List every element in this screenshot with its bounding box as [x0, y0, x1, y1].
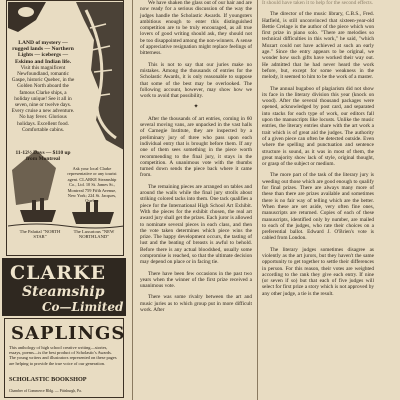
paragraph: This is not to say that our juries make no mistakes. Among the thousands of entries for the Scholastic Awards, it is only reasonable to suppose that some of the best may be overlooked. The following account, however, may show how we work to avoid that possibility. — [140, 61, 252, 100]
section-ornament: ✦ — [193, 104, 199, 111]
saplings-advertisement — [4, 318, 124, 398]
advertisement-column — [0, 0, 128, 400]
column-divider — [257, 0, 258, 400]
clarke-name: CLARKE — [10, 262, 107, 284]
ad-copy-text: Visit this magnificent Newfoundland, romantic Gaspe, historic Quebec, in the Golden North aboard the famous Clarke ships, a holiday unique! See it all in seven, nine or twelve days. Every cruise a new adventure. No hay fever. Glorious holidays. Excellent food. Comfortable cabins. — [11, 64, 75, 133]
clarke-limited: Co—Limited — [42, 300, 124, 314]
clarke-cruise-advertisement — [6, 0, 126, 256]
paragraph: The annual bugaboo of plagiarism did not show its face in the literary division this year (knock on wood). After the several thousand packages were opened, acknowledged by post card, and separated into stacks for each type of work, our editors fall upon the manuscripts like locusts. Unlike the music entries, the literary entries share with the art work a trait which is of great aid the judges. The authority of a given piece can often be detected outside. Even where the spelling and punctuation and sentence structure is sound, as it was in most of them, the great majority show lack of style, original thought, or grasp of the subject or medium. — [262, 85, 374, 168]
paragraph: After the thousands of art entries, coming in 60 several moving vans, are unpacked in the vast halls of Carnegie Institute, they are inspected by a preliminary jury of three who pass upon each individual entry that is brought before them. If any one of them sees something in the piece worth recommending to the final jury, it stays in the competition. A unanimous vote with the thumbs turned down sends the piece back where it came from. — [140, 115, 252, 179]
paragraph: It should have taken it to help for the second effects. — [262, 0, 373, 6]
paragraph: There have been few occasions in the past two years when the winner of the first prize received a unanimous vote. — [140, 270, 252, 290]
saplings-title: SAPLINGS — [11, 323, 126, 344]
clarke-steamship-logo — [2, 258, 126, 316]
paragraph: We have shaken the glass out of our hair and are now ready for a serious discussion of the way the judges handle the Scholastic Awards. If youngsters ambitious enough to enter this distinguished competition are to be truly encouraged, as all true lovers of good writing should ask, they should not be too disappointed among the non-winners. A sense of appreciative resignation might replace feelings of bitterness. — [140, 0, 252, 57]
paragraph: The director of the music library, C.B.S., Fred. Hatfield, is still unconvinced that sixteen-year-old Bettie Crelage is the author of the piece which won first prize in piano solo. "There are melodies so technical difficulties in this work," he said, "which Mozart could not have achieved at such an early age." Since the entry appears to be original, we wonder how such gifts have worked their way out. He admitted that he had never heard the work before, but, except for some weakness in the melody, it seemed to him to be the work of a master. — [262, 11, 374, 81]
ad-body-text — [11, 40, 75, 133]
ad-agent-info: Ask your local Clarke representative or any tourist agent. CLARKE Steamship Co., Ltd. 10 St. James St., Montreal 759 Fifth Avenue, New York; 224 St. Jacques, Quebec — [67, 166, 117, 204]
ship-label-new-northland: The Luxurious "NEW NORTHLAND" — [73, 229, 115, 239]
ship-label-north-star: The Palatial "NORTH STAR" — [19, 229, 61, 239]
saplings-body: This anthology of high school creative writing—stories, essays, poems—is the best product of Scholastic's Awards. The young writers and illustrators represented on these pages are helping to provide the true voice of our generation. — [9, 345, 117, 366]
clarke-steamship: Steamship — [22, 284, 105, 300]
ad-lead-text: LAND of mystery — rugged lands — Northern Lights — icebergs — Eskimo and Indian life. — [12, 40, 74, 65]
paragraph: There was some rivalry between the art and music juries as to which group put in more difficult work. After — [140, 294, 252, 314]
paragraph: The more part of the task of the literary jury is weeding out those which are good enough to qualify for final prizes. There are always many more of these than there are prizes available and sometimes there is no fair way of telling which are the better. When these are set aside, very often fine ones, manuscripts are returned. Copies of each of these manuscripts, identified only by number, are mailed to each of the judges, who rate their choices on a preferential ballot. Edward J. O'Brien's vote is cabled from London. — [262, 172, 374, 242]
saplings-publisher: SCHOLASTIC BOOKSHOP — [9, 376, 87, 383]
paragraph: The remaining pieces are arranged on tables and around the walls while the final jury strolls about striking colored tacks into them. One tack qualifies a piece for the International High School Art Exhibit. With the pieces for the exhibit chosen, the real art award jury shall get the prizes. Each juror is allowed to nominate several pieces in each class, and then the vote taken determines which piece wins the prize. The happy development occurs, the tasting of lust and the beating of breasts is awful to behold. Before there is any actual bloodshed, usually some compromise is reached, so that the ultimate decision may depend on place or in facing tie. — [140, 183, 252, 266]
saplings-publisher-address: Chamber of Commerce Bldg. — Pittsburgh, Pa. — [9, 389, 82, 393]
article-column-right — [262, 0, 374, 302]
article-column-middle — [140, 0, 252, 318]
ad-price: 11-12½ Days — $110 up from Montreal — [15, 150, 71, 162]
paragraph: The literary judges sometimes disagree as violently as the art jurors, but they haven't the same opportunity to get together to settle their differences in person. For this reason, their votes are weighted according to the rank they give each entry. If nine (or seven if so) but that each of five judges will select for first prize a story which is not approved by any other judge, a tie is the result. — [262, 246, 374, 297]
column-divider — [132, 0, 133, 400]
